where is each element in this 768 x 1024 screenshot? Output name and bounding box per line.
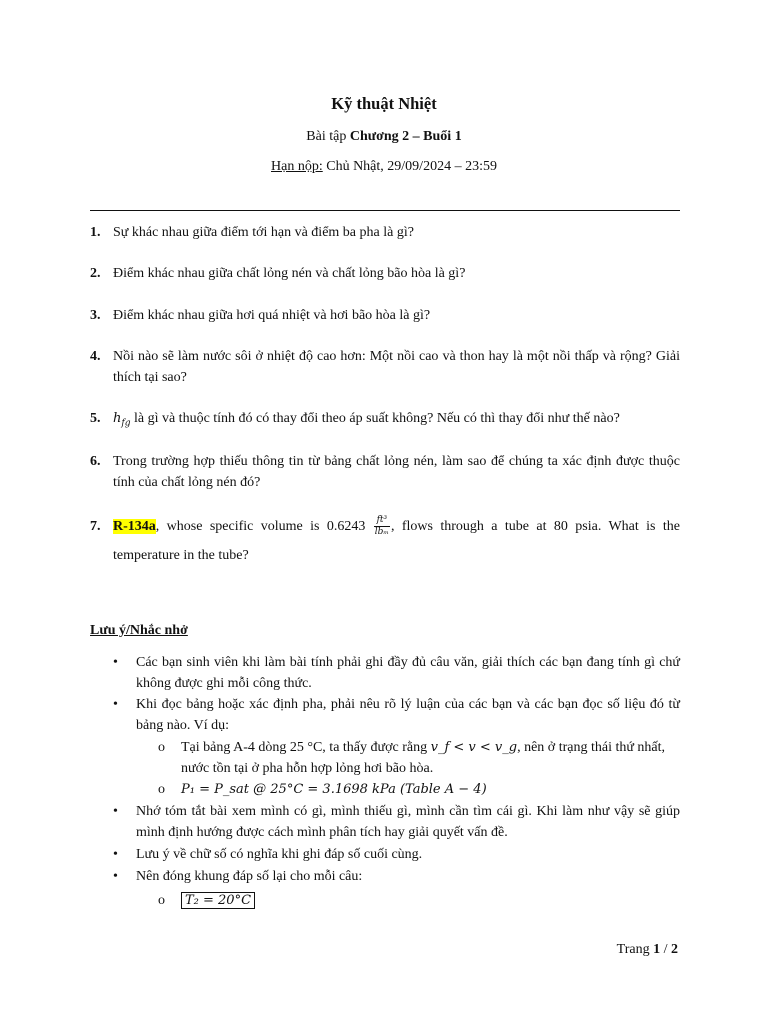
- highlighted-refrigerant: R-134a: [113, 519, 156, 534]
- question-text: R-134a, whose specific volume is 0.6243 $\frac{\text{ft³}}{\text{lbₘ}}$ , flows through a tube at 80 psia. What is the temperature in the tube?: [113, 515, 680, 563]
- question-text: Điểm khác nhau giữa hơi quá nhiệt và hơi bão hòa là gì?: [113, 308, 431, 323]
- note-sub-bullet: [158, 779, 680, 800]
- deadline-label: Hạn nộp:: [271, 159, 323, 174]
- bullet-glyph: •: [113, 869, 118, 884]
- document-subtitle: [0, 129, 768, 145]
- question-item: [90, 263, 680, 284]
- pressure-equation: P₁ = P_sat @ 25°C = 3.1698 kPa (Table A − 4): [181, 782, 487, 797]
- sub-bullet-glyph: o: [158, 782, 165, 797]
- note-bullet: [113, 801, 680, 843]
- note-bullet: [113, 866, 680, 887]
- question-item: [90, 512, 680, 570]
- subtitle-chapter: Chương 2 – Buổi 1: [349, 129, 462, 144]
- bullet-glyph: •: [113, 655, 118, 670]
- bullet-glyph: •: [113, 804, 118, 819]
- deadline-line: [0, 159, 768, 175]
- note-text: Tại bảng A-4 dòng 25 °C, ta thấy được rằng v_f < v < v_g, nên ở trạng thái thứ nhất, nước tồn tại ở pha hỗn hợp lỏng hơi bão hòa.: [181, 740, 666, 776]
- note-sub-bullet: [158, 737, 680, 779]
- header-divider: [90, 210, 680, 211]
- question-number: 7.: [90, 519, 101, 534]
- question-text-body: là gì và thuộc tính đó có thay đổi theo áp suất không? Nếu có thì thay đổi như thế nào?: [130, 411, 620, 426]
- question-number: 2.: [90, 266, 101, 281]
- subtitle-prefix: Bài tập: [306, 129, 350, 144]
- question-text: Điểm khác nhau giữa chất lỏng nén và chất lỏng bão hòa là gì?: [113, 266, 466, 281]
- question-item: [90, 408, 680, 435]
- question-text: Sự khác nhau giữa điểm tới hạn và điểm ba pha là gì?: [113, 225, 414, 240]
- boxed-answer: T₂ = 20°C: [181, 892, 255, 909]
- question-number: 6.: [90, 454, 101, 469]
- question-number: 1.: [90, 225, 101, 240]
- deadline-value: Chủ Nhật, 29/09/2024 – 23:59: [322, 159, 497, 174]
- note-text: Khi đọc bảng hoặc xác định pha, phải nêu rõ lý luận của các bạn và các bạn đọc số liệu đó từ bảng nào. Ví dụ:: [136, 697, 680, 733]
- note-text: Các bạn sinh viên khi làm bài tính phải ghi đầy đủ câu văn, giải thích các bạn đang tính gì chứ không được ghi mỗi công thức.: [136, 655, 680, 691]
- note-text: Nhớ tóm tắt bài xem mình có gì, mình thiếu gì, mình cần tìm cái gì. Khi làm như vậy sẽ giúp mình định hướng được cách mình phân tích hay giải quyết vấn đề.: [136, 804, 680, 840]
- question-number: 4.: [90, 349, 101, 364]
- note-text: Nên đóng khung đáp số lại cho mỗi câu:: [136, 869, 363, 884]
- question-number: 3.: [90, 308, 101, 323]
- note-sub-bullet: [158, 890, 680, 911]
- document-title: Kỹ thuật Nhiệt: [331, 94, 437, 113]
- question-item: [90, 222, 680, 243]
- hfg-symbol: $h_{fg}$: [113, 411, 131, 429]
- page-number: Trang 1 / 2: [616, 942, 678, 957]
- question-number: 5.: [90, 411, 101, 426]
- note-bullet: [113, 652, 680, 694]
- question-item: [90, 451, 680, 493]
- unit-fraction: $\frac{\text{ft³}}{\text{lbₘ}}$: [374, 515, 389, 538]
- question-text: [113, 408, 680, 435]
- bullet-glyph: •: [113, 847, 118, 862]
- question-item: [90, 305, 680, 326]
- notes-heading: Lưu ý/Nhắc nhở: [90, 623, 188, 638]
- note-bullet: [113, 844, 680, 865]
- sub-bullet-glyph: o: [158, 740, 165, 755]
- question-text: Trong trường hợp thiếu thông tin từ bảng chất lỏng nén, làm sao để chúng ta xác định được thuộc tính của chất lỏng nén đó?: [113, 454, 680, 490]
- sub-bullet-glyph: o: [158, 893, 165, 908]
- question-text: Nồi nào sẽ làm nước sôi ở nhiệt độ cao hơn: Một nồi cao và thon hay là một nồi thấp và rộng? Giải thích tại sao?: [113, 349, 680, 385]
- note-bullet: [113, 694, 680, 736]
- inequality-expression: v_f < v < v_g: [430, 740, 518, 755]
- question-item: [90, 346, 680, 388]
- bullet-glyph: •: [113, 697, 118, 712]
- note-text: Lưu ý về chữ số có nghĩa khi ghi đáp số cuối cùng.: [136, 847, 423, 862]
